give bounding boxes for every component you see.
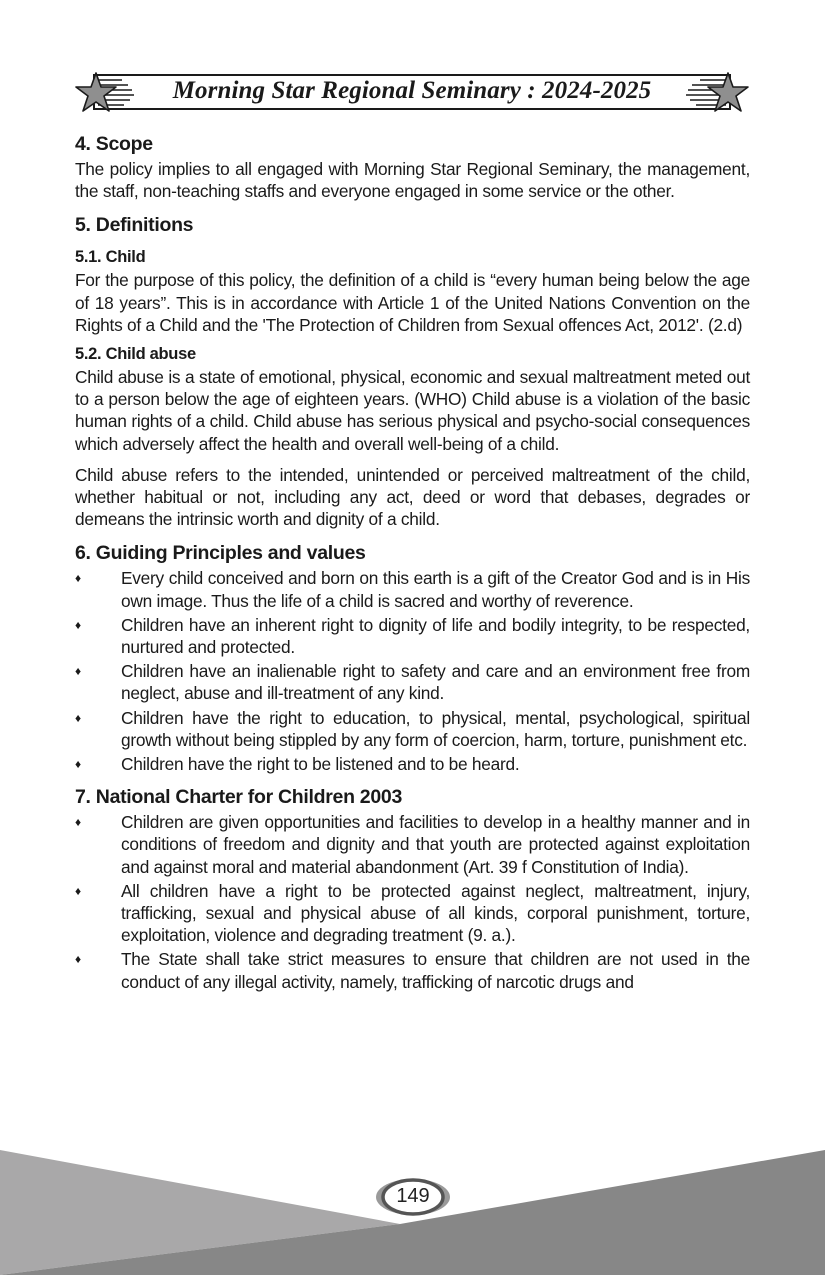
diamond-bullet-icon: ♦ [75, 617, 81, 632]
list-item: ♦ Children have the right to be listened and to be heard. [75, 754, 520, 775]
section-heading: 4. Scope [75, 133, 153, 155]
list-item: ♦ Children have the right to education, to physical, mental, psychological, spiritual growth without being stippled by any form of coercion, harm, torture, punishment etc. [75, 707, 750, 750]
page-number: 149 [396, 1185, 430, 1207]
charter-list [75, 811, 750, 993]
diamond-bullet-icon: ♦ [75, 952, 81, 967]
list-item: ♦ The State shall take strict measures to ensure that children are not used in the conduct of any illegal activity, namely, trafficking of narcotic drugs and [75, 949, 750, 992]
list-item: ♦ Children have an inalienable right to safety and care and an environment free from neglect, abuse and ill-treatment of any kind. [75, 661, 750, 704]
diamond-bullet-icon: ♦ [75, 664, 81, 679]
paragraph: The policy implies to all engaged with Morning Star Regional Seminary, the management, the staff, non-teaching staffs and everyone engaged in some service or the other. [75, 159, 750, 202]
list-item: ♦ Children have an inherent right to dignity of life and bodily integrity, to be respected, nurtured and protected. [75, 614, 750, 658]
section-scope [75, 130, 750, 202]
section-guiding-principles [75, 539, 750, 775]
subsection-heading: 5.2. Child abuse [75, 345, 196, 364]
diamond-bullet-icon: ♦ [75, 883, 81, 898]
diamond-bullet-icon: ♦ [75, 757, 81, 772]
paragraph: Child abuse refers to the intended, unintended or perceived maltreatment of the child, whether habitual or not, including any act, deed or word that debases, degrades or demeans the intrinsic worth and dignity of a child. [75, 464, 750, 530]
paragraph: Child abuse is a state of emotional, physical, economic and sexual maltreatment meted out to a person below the age of eighteen years. (WHO) Child abuse is a violation of the basic human rights of a child. Child abuse has serious physical and psycho-social consequences which adversely affect the health and overall well-being of a child. [75, 367, 750, 454]
list-item: ♦ All children have a right to be protected against neglect, maltreatment, injury, trafficking, sexual and physical abuse of all kinds, corporal punishment, torture, exploitation, violence and degrading treatment (9. a.). [75, 880, 750, 946]
list-item: ♦ Every child conceived and born on this earth is a gift of the Creator God and is in His own image. Thus the life of a child is sacred and worthy of reverence. [75, 568, 750, 611]
running-header [74, 72, 750, 114]
page-content [75, 130, 750, 995]
principles-list [75, 567, 750, 775]
section-heading: 6. Guiding Principles and values [75, 542, 366, 565]
list-item: ♦ Children are given opportunities and facilities to develop in a healthy manner and in conditions of freedom and dignity and that youth are protected against exploitation and against moral and material abandonment (Art. 39 f Constitution of India). [75, 812, 750, 877]
header-title: Morning Star Regional Seminary : 2024-2025 [172, 77, 652, 104]
paragraph: For the purpose of this policy, the definition of a child is “every human being below the age of 18 years”. This is in accordance with Article 1 of the United Nations Convention on the Rights of a Child and the 'The Protection of Children from Sexual offences Act, 2012'. (2.d) [75, 270, 750, 335]
diamond-bullet-icon: ♦ [75, 710, 81, 725]
section-definitions [75, 211, 750, 530]
diamond-bullet-icon: ♦ [75, 815, 81, 830]
subsection-heading: 5.1. Child [75, 248, 146, 267]
section-heading: 7. National Charter for Children 2003 [75, 786, 402, 809]
diamond-bullet-icon: ♦ [75, 571, 81, 586]
section-heading: 5. Definitions [75, 214, 194, 237]
section-national-charter [75, 783, 750, 993]
